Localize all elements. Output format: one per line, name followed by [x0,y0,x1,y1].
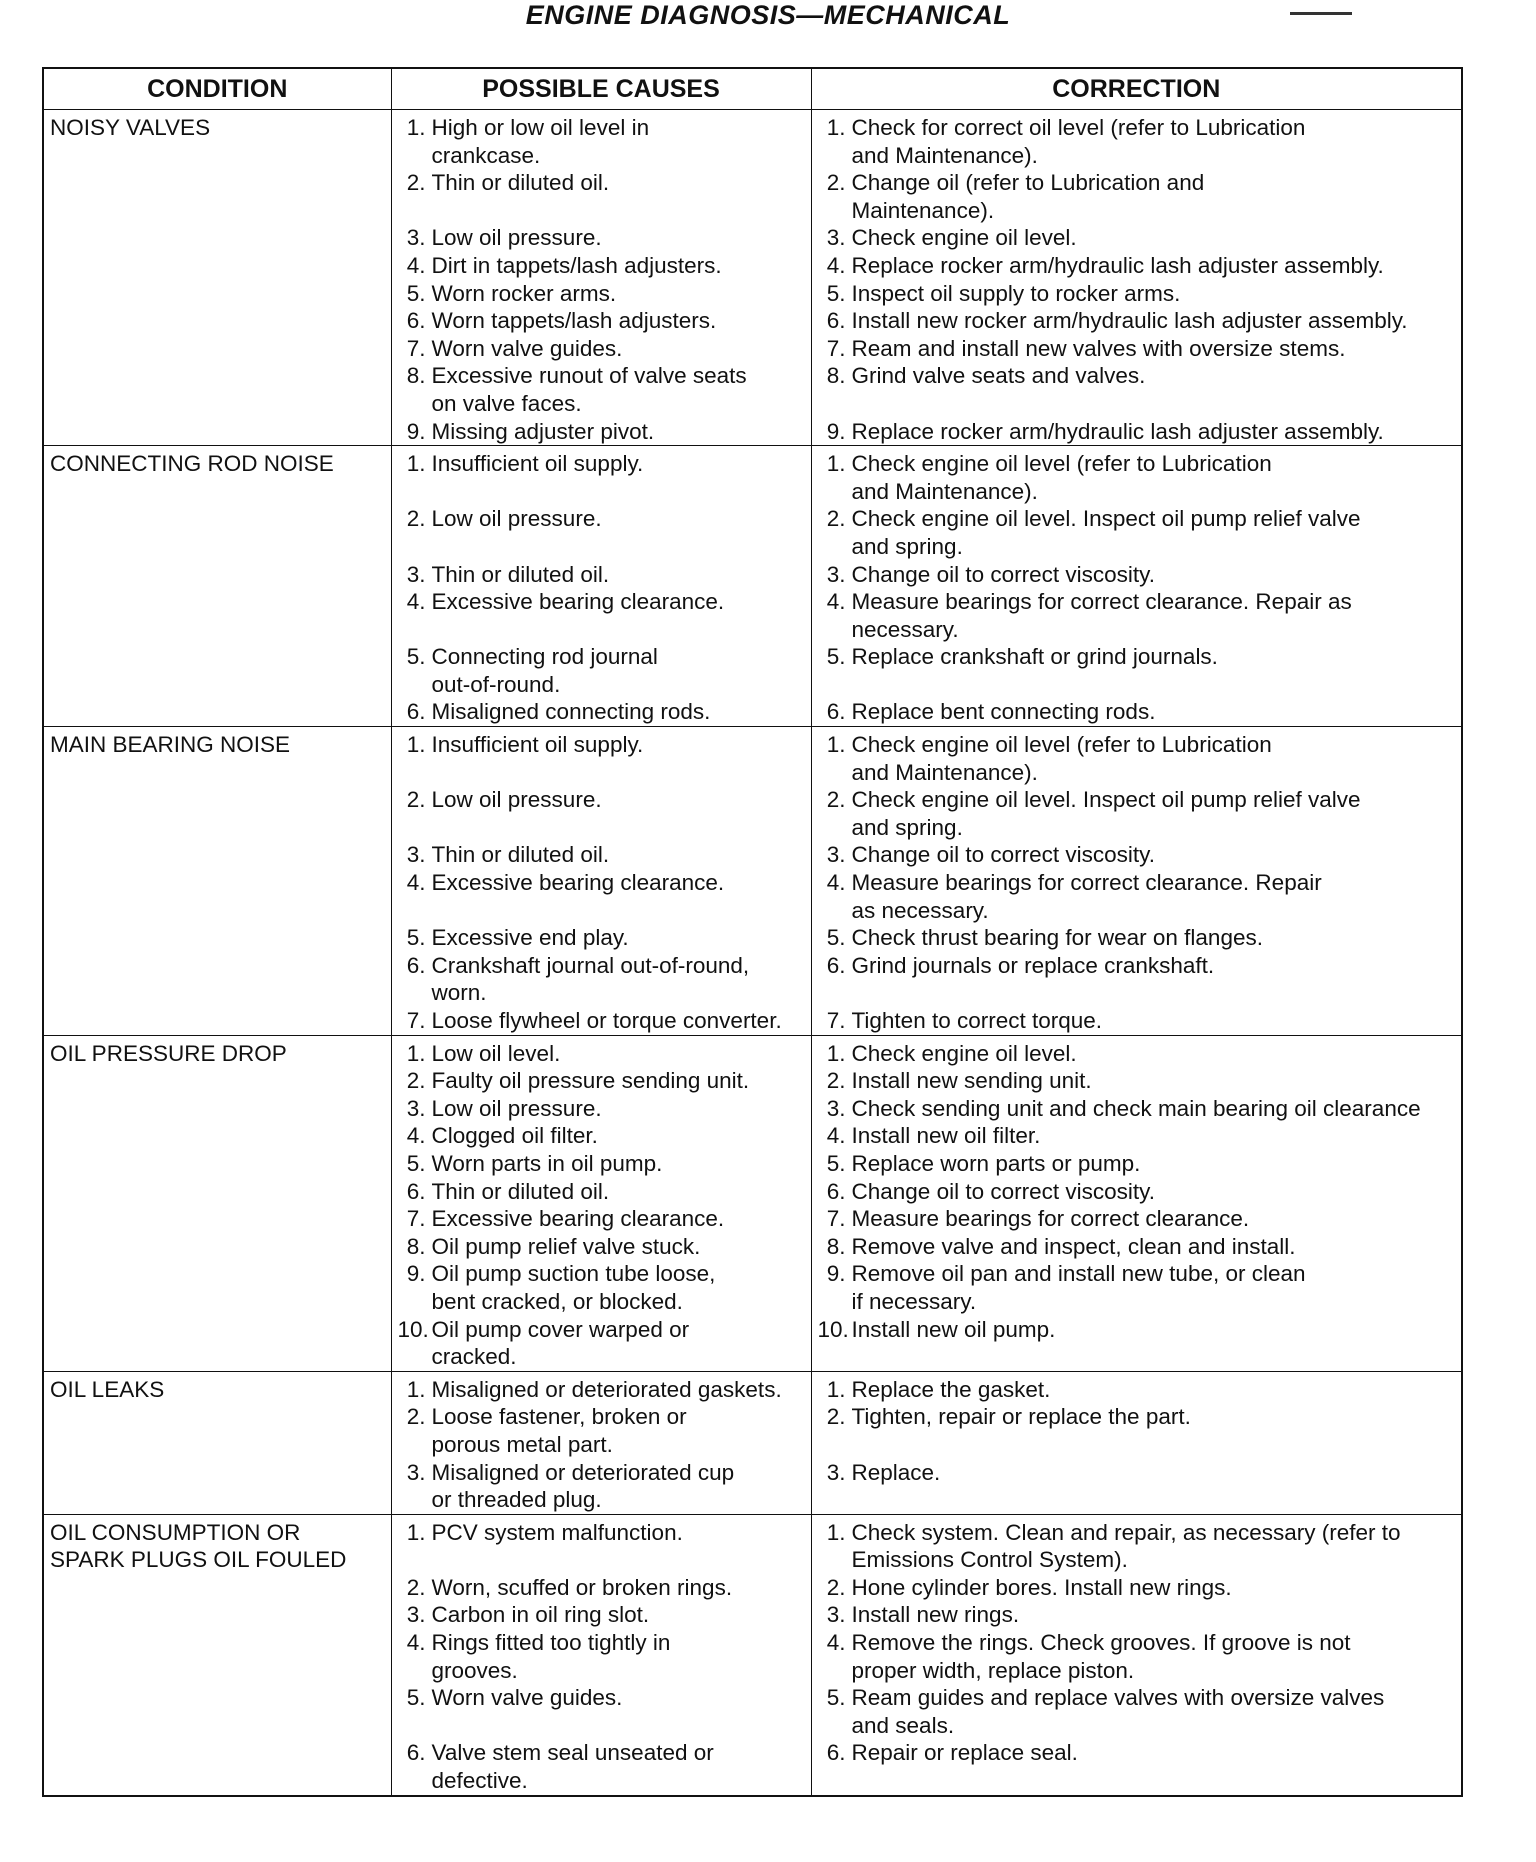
correction-item [818,1739,1456,1794]
condition-cell [43,446,391,727]
item-text: Install new sending unit. [851,1068,1092,1094]
item-text: Install new oil filter. [851,1123,1041,1149]
item-text: Rings fitted too tightly in grooves. [431,1630,671,1683]
correction-item [818,1684,1456,1739]
item-number: 2. [826,1574,846,1600]
correction-item [818,450,1456,505]
causes-cell [391,727,811,1036]
item-text: Oil pump suction tube loose, bent cracked, or blocked. [431,1261,716,1314]
cause-item [398,335,805,363]
item-number: 5. [406,925,426,951]
item-number: 3. [406,1459,426,1485]
condition-label: MAIN BEARING NOISE [50,732,291,758]
item-text: Low oil level. [431,1040,561,1066]
cause-item [398,1601,805,1629]
item-text: Low oil pressure. [431,225,602,251]
item-text: Valve stem seal unseated or defective. [431,1740,714,1794]
item-text: Check engine oil level. Inspect oil pump relief valve and spring. [851,787,1361,840]
item-number: 5. [826,1685,846,1711]
correction-cell [811,446,1462,727]
item-text: Replace worn parts or pump. [851,1150,1141,1176]
item-number: 2. [406,1404,426,1430]
cause-item [398,869,805,924]
causes-cell [391,1371,811,1514]
table-row [43,110,1462,446]
item-text: Replace bent connecting rods. [851,699,1156,725]
item-text: Connecting rod journal out-of-round. [431,644,658,697]
cause-item [398,588,805,643]
item-text: Crankshaft journal out-of-round, worn. [431,952,750,1006]
item-text: Loose flywheel or torque converter. [431,1008,782,1033]
item-text: Excessive bearing clearance. [431,870,725,896]
item-text: Missing adjuster pivot. [431,418,655,444]
item-text: Grind journals or replace crankshaft. [851,952,1215,978]
item-number: 7. [826,335,846,361]
correction-item [818,280,1456,308]
item-text: Worn, scuffed or broken rings. [431,1574,733,1600]
item-text: Low oil pressure. [431,1095,602,1121]
item-text: Check engine oil level. [851,225,1077,251]
item-text: Low oil pressure. [431,787,602,813]
item-text: Thin or diluted oil. [431,170,610,196]
item-number: 5. [826,1150,846,1176]
causes-cell [391,110,811,446]
item-number: 9. [406,418,426,444]
item-text: Worn tappets/lash adjusters. [431,308,717,334]
correction-item [818,224,1456,252]
item-number: 4. [406,1630,426,1656]
correction-item [818,786,1456,841]
cause-item [398,1040,805,1068]
cause-item [398,1459,805,1514]
item-text: Replace. [851,1459,941,1485]
item-number: 6. [826,1178,846,1204]
condition-label: NOISY VALVES [50,115,211,140]
item-text: Ream guides and replace valves with oversize valves and seals. [851,1685,1385,1738]
item-text: Hone cylinder bores. Install new rings. [851,1574,1232,1600]
cause-item [398,1684,805,1739]
correction-item [818,418,1456,446]
item-number: 4. [826,252,846,278]
item-text: Measure bearings for correct clearance. [851,1206,1250,1232]
diagnosis-table [42,67,1463,1797]
item-number: 6. [406,1740,426,1766]
item-number: 4. [826,1630,846,1656]
item-number: 5. [406,1150,426,1176]
item-number: 1. [406,115,426,140]
item-number: 6. [406,308,426,334]
table-row [43,727,1462,1036]
item-number: 8. [826,1233,846,1259]
item-number: 9. [406,1261,426,1287]
item-number: 10. [397,1316,429,1342]
item-text: Remove oil pan and install new tube, or clean if necessary. [851,1261,1306,1314]
item-number: 2. [826,506,846,532]
correction-item [818,1122,1456,1150]
correction-cell [811,727,1462,1036]
cause-item [398,1574,805,1602]
page-title: ENGINE DIAGNOSIS—MECHANICAL [525,0,1011,30]
item-text: Check engine oil level. [851,1040,1077,1066]
item-number: 4. [406,870,426,896]
cause-item [398,114,805,169]
cause-item [398,1316,805,1371]
item-number: 3. [826,1459,846,1485]
item-number: 2. [826,1404,846,1430]
item-number: 6. [826,308,846,334]
item-text: Install new rings. [851,1602,1020,1628]
item-text: Misaligned or deteriorated cup or threaded plug. [431,1459,735,1513]
item-number: 1. [826,1519,846,1545]
item-text: Worn rocker arms. [431,280,617,306]
cause-item [398,1403,805,1458]
correction-item [818,252,1456,280]
item-number: 6. [826,1740,846,1766]
item-number: 5. [826,280,846,306]
cause-item [398,1150,805,1178]
item-text: Check engine oil level (refer to Lubrication and Maintenance). [851,451,1272,504]
item-number: 5. [826,925,846,951]
item-text: PCV system malfunction. [431,1519,683,1545]
cause-item [398,169,805,224]
item-number: 2. [406,1068,426,1094]
item-text: Worn parts in oil pump. [431,1150,663,1176]
cause-item [398,1067,805,1095]
item-number: 5. [406,644,426,670]
item-text: Replace the gasket. [851,1376,1051,1402]
correction-item [818,588,1456,643]
condition-label: CONNECTING ROD NOISE [50,451,334,477]
correction-item [818,1260,1456,1315]
condition-cell [43,1035,391,1371]
correction-item [818,1178,1456,1206]
item-text: Check for correct oil level (refer to Lubrication and Maintenance). [851,115,1306,168]
cause-item [398,224,805,252]
item-text: Dirt in tappets/lash adjusters. [431,252,722,278]
item-text: Carbon in oil ring slot. [431,1602,650,1628]
correction-item [818,1601,1456,1629]
correction-item [818,952,1456,1007]
cause-item [398,1376,805,1404]
column-header-correction: CORRECTION [811,68,1462,110]
correction-item [818,1316,1456,1371]
item-text: Low oil pressure. [431,506,602,532]
cause-item [398,505,805,560]
item-number: 6. [406,1178,426,1204]
causes-cell [391,1035,811,1371]
correction-cell [811,1514,1462,1795]
item-text: Replace rocker arm/hydraulic lash adjuster assembly. [851,252,1384,278]
item-text: Install new oil pump. [851,1316,1056,1342]
item-number: 1. [406,1376,426,1402]
cause-item [398,952,805,1007]
cause-item [398,1122,805,1150]
item-text: Repair or replace seal. [851,1740,1078,1766]
item-number: 10. [817,1316,849,1342]
item-number: 6. [826,952,846,978]
cause-item [398,924,805,952]
item-text: Loose fastener, broken or porous metal part. [431,1404,687,1457]
item-text: Change oil to correct viscosity. [851,1178,1155,1204]
correction-item [818,924,1456,952]
correction-item [818,362,1456,417]
cause-item [398,362,805,417]
causes-cell [391,1514,811,1795]
item-number: 7. [406,1008,426,1033]
correction-cell [811,110,1462,446]
item-text: Inspect oil supply to rocker arms. [851,280,1181,306]
item-text: Misaligned or deteriorated gaskets. [431,1376,782,1402]
correction-item [818,643,1456,698]
item-number: 8. [826,363,846,389]
item-text: Insufficient oil supply. [431,732,644,758]
correction-item [818,731,1456,786]
item-text: Remove valve and inspect, clean and install. [851,1233,1296,1259]
item-number: 1. [406,1040,426,1066]
item-number: 2. [826,787,846,813]
item-text: Change oil to correct viscosity. [851,842,1155,868]
item-number: 3. [406,1095,426,1121]
item-text: Change oil (refer to Lubrication and Maintenance). [851,170,1205,223]
item-text: Oil pump relief valve stuck. [431,1233,701,1259]
table-row [43,446,1462,727]
item-number: 1. [406,1519,426,1545]
item-number: 3. [826,1602,846,1628]
item-text: Excessive bearing clearance. [431,1206,725,1232]
condition-cell [43,1514,391,1795]
item-text: Excessive end play. [431,925,629,951]
item-number: 4. [826,589,846,615]
condition-cell [43,110,391,446]
item-number: 3. [826,842,846,868]
condition-label: OIL CONSUMPTION OR SPARK PLUGS OIL FOULED [50,1519,347,1573]
item-number: 4. [406,589,426,615]
item-number: 9. [826,1261,846,1287]
item-text: Grind valve seats and valves. [851,363,1146,389]
cause-item [398,731,805,786]
correction-item [818,1574,1456,1602]
item-text: High or low oil level in crankcase. [431,115,650,168]
item-number: 3. [406,225,426,251]
item-number: 2. [826,170,846,196]
item-text: Remove the rings. Check grooves. If groove is not proper width, replace piston. [851,1630,1351,1683]
condition-cell [43,727,391,1036]
item-number: 4. [406,252,426,278]
column-header-condition: CONDITION [43,68,391,110]
correction-cell [811,1371,1462,1514]
item-number: 6. [826,699,846,725]
item-number: 7. [826,1206,846,1232]
item-number: 3. [406,561,426,587]
cause-item [398,786,805,841]
item-number: 2. [826,1068,846,1094]
correction-item [818,1403,1456,1458]
correction-item [818,1233,1456,1261]
item-text: Change oil to correct viscosity. [851,561,1155,587]
item-number: 2. [406,506,426,532]
correction-item [818,1459,1456,1514]
correction-item [818,1376,1456,1404]
table-row [43,1035,1462,1371]
correction-cell [811,1035,1462,1371]
correction-item [818,1519,1456,1574]
item-number: 8. [406,1233,426,1259]
correction-item [818,1205,1456,1233]
item-number: 4. [826,1123,846,1149]
item-text: Excessive bearing clearance. [431,589,725,615]
cause-item [398,1260,805,1315]
item-number: 7. [406,1206,426,1232]
cause-item [398,252,805,280]
item-text: Excessive runout of valve seats on valve faces. [431,363,747,416]
cause-item [398,1629,805,1684]
item-number: 6. [406,952,426,978]
correction-item [818,1007,1456,1035]
item-text: Replace crankshaft or grind journals. [851,644,1218,670]
item-text: Worn valve guides. [431,335,623,361]
column-header-causes: POSSIBLE CAUSES [391,68,811,110]
item-number: 2. [406,787,426,813]
item-number: 7. [406,335,426,361]
cause-item [398,418,805,446]
correction-item [818,841,1456,869]
item-number: 5. [406,280,426,306]
decorative-rule [1290,12,1352,15]
item-number: 3. [406,842,426,868]
item-text: Check system. Clean and repair, as necessary (refer to Emissions Control System). [851,1519,1401,1573]
item-number: 3. [826,225,846,251]
correction-item [818,1067,1456,1095]
table-row [43,1514,1462,1795]
cause-item [398,643,805,698]
correction-item [818,307,1456,335]
item-text: Install new rocker arm/hydraulic lash adjuster assembly. [851,308,1408,334]
item-number: 3. [826,1095,846,1121]
item-text: Ream and install new valves with oversize stems. [851,335,1346,361]
condition-cell [43,1371,391,1514]
cause-item [398,698,805,726]
item-number: 7. [826,1008,846,1033]
item-number: 1. [406,451,426,477]
table-row [43,1371,1462,1514]
item-text: Thin or diluted oil. [431,561,610,587]
item-number: 1. [406,732,426,758]
item-text: Check engine oil level (refer to Lubrication and Maintenance). [851,732,1272,785]
item-number: 6. [406,699,426,725]
item-number: 1. [826,732,846,758]
item-number: 1. [826,1376,846,1402]
cause-item [398,841,805,869]
condition-label: OIL PRESSURE DROP [50,1040,287,1066]
correction-item [818,335,1456,363]
item-text: Oil pump cover warped or cracked. [431,1316,690,1370]
cause-item [398,1178,805,1206]
cause-item [398,280,805,308]
item-number: 4. [406,1123,426,1149]
correction-item [818,169,1456,224]
item-number: 2. [406,1574,426,1600]
cause-item [398,1205,805,1233]
item-text: Worn valve guides. [431,1685,623,1711]
correction-item [818,1040,1456,1068]
cause-item [398,307,805,335]
item-text: Check thrust bearing for wear on flanges. [851,925,1263,951]
item-number: 3. [406,1602,426,1628]
item-text: Misaligned connecting rods. [431,699,711,725]
cause-item [398,1007,805,1035]
correction-item [818,1150,1456,1178]
condition-label: OIL LEAKS [50,1376,165,1402]
correction-item [818,505,1456,560]
correction-item [818,698,1456,726]
item-text: Check sending unit and check main bearing oil clearance [851,1095,1421,1121]
item-number: 1. [826,115,846,140]
item-number: 2. [406,170,426,196]
item-text: Check engine oil level. Inspect oil pump relief valve and spring. [851,506,1361,559]
item-number: 9. [826,418,846,444]
item-text: Tighten to correct torque. [851,1008,1103,1033]
item-text: Clogged oil filter. [431,1123,598,1149]
cause-item [398,1519,805,1574]
correction-item [818,1629,1456,1684]
item-number: 5. [406,1685,426,1711]
item-text: Measure bearings for correct clearance. Repair as necessary. [851,589,1352,642]
correction-item [818,1095,1456,1123]
item-text: Tighten, repair or replace the part. [851,1404,1191,1430]
item-number: 4. [826,870,846,896]
item-number: 1. [826,1040,846,1066]
item-text: Replace rocker arm/hydraulic lash adjuster assembly. [851,418,1384,444]
correction-item [818,561,1456,589]
correction-item [818,114,1456,169]
cause-item [398,1095,805,1123]
item-text: Thin or diluted oil. [431,1178,610,1204]
item-text: Insufficient oil supply. [431,451,644,477]
cause-item [398,450,805,505]
cause-item [398,561,805,589]
item-text: Thin or diluted oil. [431,842,610,868]
item-number: 1. [826,451,846,477]
item-number: 5. [826,644,846,670]
item-number: 3. [826,561,846,587]
causes-cell [391,446,811,727]
table-header-row [43,68,1462,110]
cause-item [398,1233,805,1261]
item-text: Measure bearings for correct clearance. Repair as necessary. [851,870,1322,923]
item-text: Faulty oil pressure sending unit. [431,1068,750,1094]
item-number: 8. [406,363,426,389]
correction-item [818,869,1456,924]
cause-item [398,1739,805,1794]
